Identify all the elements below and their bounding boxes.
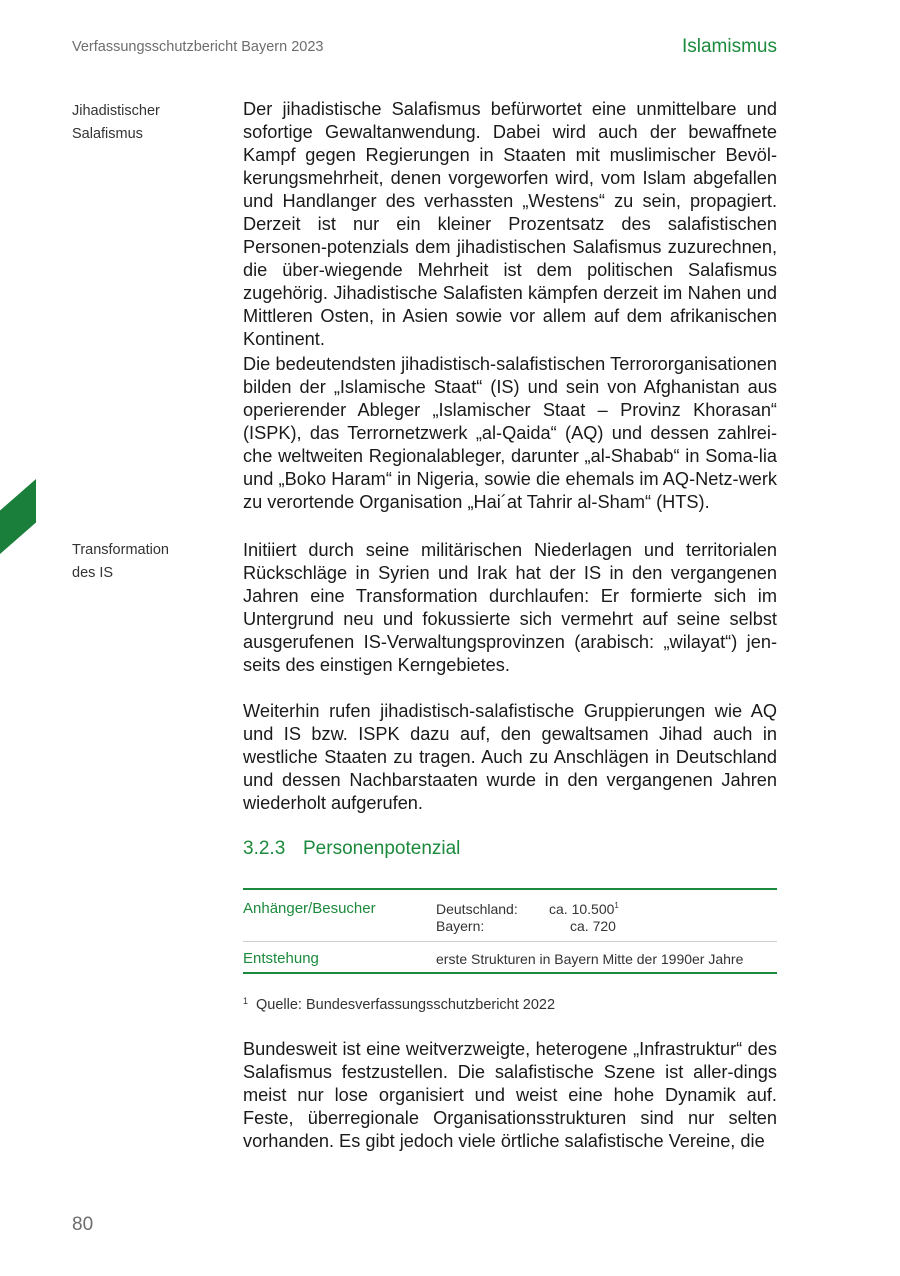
chapter-title: Islamismus xyxy=(681,36,777,57)
paragraph-transformation-des-is: Initiiert durch seine militärischen Niederlagen und territorialen Rückschläge in Syrien und Irak hat der IS in den vergangenen Jahren eine Transformation durchlaufen: Er formierte sich im Untergrund neu und fokussierte sich vermehrt auf seine selbst ausgerufenen IS-Verwaltungsprovinzen (arabisch: „wilayat“) jen-seits des einstigen Kerngebietes. xyxy=(243,540,777,675)
running-header-title: Verfassungsschutzbericht Bayern 2023 xyxy=(72,39,324,55)
table-row-entstehung xyxy=(243,942,777,972)
paragraph-jihadistischer-salafismus: Der jihadistische Salafismus befürwortet eine unmittelbare und sofortige Gewaltanwendung. Dabei wird auch der bewaffnete Kampf gegen Regierungen in Staaten mit muslimischer Bevöl-kerungsmehrheit, denen vorgeworfen wird, vom Islam abgefallen und Handlanger des verhassten „Westens“ zu sein, propagiert. Derzeit ist nur ein kleiner Prozentsatz des salafistischen Personen-potenzials dem jihadistischen Salafismus zuzurechnen, die über-wiegende Mehrheit ist dem politischen Salafismus zugehörig. Jihadistische Salafisten kämpfen derzeit im Nahen und Mittleren Osten, in Asien sowie vor allem auf dem afrikanischen Kontinent. xyxy=(243,99,777,349)
table-row-anhaenger xyxy=(243,890,777,942)
value-deutschland: ca. 10.500$^1$ xyxy=(549,901,619,917)
footnote-text: Quelle: Bundesverfassungsschutzbericht 2022 xyxy=(256,997,556,1013)
row-label-anhaenger: Anhänger/Besucher xyxy=(243,900,376,917)
page-number: 80 xyxy=(72,1214,94,1235)
footnote-mark: 1 xyxy=(243,996,249,1006)
paragraph-terrororganisationen: Die bedeutendsten jihadistisch-salafistischen Terrororganisationen bilden der „Islamische Staat“ (IS) und sein von Afghanistan aus operierender Ableger „Islamischer Staat – Provinz Khorasan“ (ISPK), das Terrornetzwerk „al-Qaida“ (AQ) und dessen zahlrei-che weltweiten Regionalableger, darunter „al-Shabab“ in Soma-lia und „Boko Haram“ in Nigeria, sowie die ehemals im AQ-Netz-werk zu verortende Organisation „Hai´at Tahrir al-Sham“ (HTS). xyxy=(243,354,777,512)
margin-label-jihadistischer-salafismus: Jihadistischer Salafismus xyxy=(72,103,160,142)
footnote-reference: 1 xyxy=(614,901,619,910)
row-label-entstehung: Entstehung xyxy=(243,950,319,967)
value-bayern: ca. 720 xyxy=(570,918,616,934)
region-label-deutschland: Deutschland: xyxy=(436,901,518,917)
value-entstehung: erste Strukturen in Bayern Mitte der 1990er Jahre xyxy=(436,951,744,967)
section-number: 3.2.3 xyxy=(243,838,286,859)
margin-label-transformation-des-is: Transformation des IS xyxy=(72,542,169,581)
paragraph-infrastruktur: Bundesweit ist eine weitverzweigte, heterogene „Infrastruktur“ des Salafismus festzustellen. Die salafistische Szene ist aller-dings meist nur lose organisiert und weist eine hohe Dynamik auf. Feste, überregionale Organisationsstrukturen sind nur selten vorhanden. Es gibt jedoch viele örtliche salafistische Vereine, die xyxy=(243,1039,777,1151)
section-heading-personenpotenzial xyxy=(243,838,460,860)
region-label-bayern: Bayern: xyxy=(436,918,485,934)
chapter-tab-marker xyxy=(0,479,36,554)
section-title: Personenpotenzial xyxy=(303,838,461,859)
personenpotenzial-table xyxy=(243,888,777,974)
paragraph-aufrufe-zum-jihad: Weiterhin rufen jihadistisch-salafistische Gruppierungen wie AQ und IS bzw. ISPK dazu auf, den gewaltsamen Jihad auch in westliche Staaten zu tragen. Auch zu Anschlägen in Deutschland und dessen Nachbarstaaten wurde in den vergangenen Jahren wiederholt aufgerufen. xyxy=(243,701,777,813)
footnote xyxy=(243,996,555,1013)
